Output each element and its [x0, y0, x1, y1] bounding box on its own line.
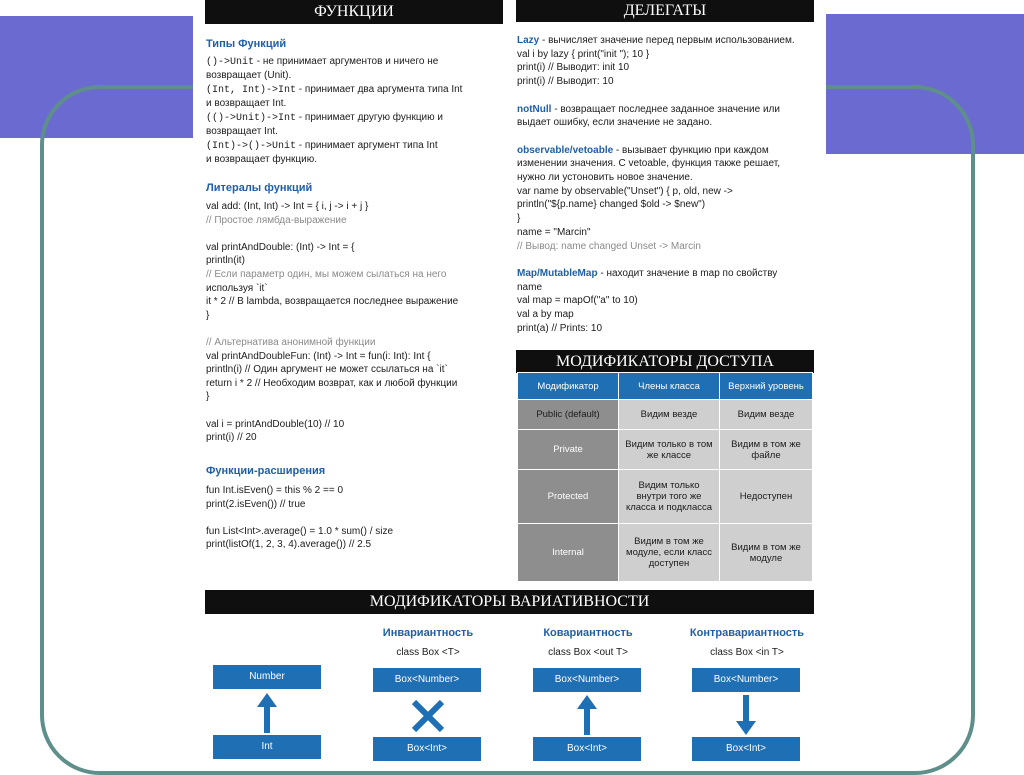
- code-line: }: [206, 391, 210, 403]
- delegate-text: изменении значения. С vetoable, функция также решает,: [517, 158, 780, 170]
- table-cell: Private: [518, 430, 619, 470]
- delegate-text: val i by lazy { print("init "); 10 }: [517, 48, 650, 60]
- function-type-code: (()->Unit)->Int: [206, 113, 297, 124]
- function-type-description: - принимает другую функцию и: [296, 112, 443, 123]
- access-modifiers-table: [517, 372, 813, 582]
- delegate-text: var name by observable("Unset") { p, old, new ->: [517, 185, 733, 197]
- delegate-line: [517, 35, 795, 46]
- delegate-line: [517, 241, 701, 252]
- delegate-line: [517, 323, 602, 334]
- table-cell: Видим в том же модуле, если класс доступен: [619, 524, 720, 582]
- delegate-text: print(i) // Выводит: 10: [517, 76, 614, 88]
- delegate-text: - вычисляет значение перед первым использованием.: [539, 35, 795, 46]
- table-row: [518, 430, 813, 470]
- code-line: // Альтернатива анонимной функции: [206, 337, 376, 348]
- code-line: val add: (Int, Int) -> Int = { i, j -> i + j }: [206, 201, 369, 212]
- delegate-line: [517, 186, 733, 197]
- table-cell: Недоступен: [720, 470, 813, 524]
- covariance-box-int: Box<Int>: [533, 737, 641, 761]
- delegate-line: [517, 282, 542, 293]
- function-type-description: - принимает аргумент типа Int: [296, 140, 438, 151]
- function-type-line: [206, 154, 317, 165]
- delegate-line: [517, 62, 629, 73]
- invariance-box-number: Box<Number>: [373, 668, 481, 692]
- delegate-line: [517, 213, 520, 224]
- delegate-text: name: [517, 281, 543, 293]
- delegate-line: [517, 309, 574, 320]
- int-box: Int: [213, 735, 321, 759]
- invariance-title: Инвариантность: [382, 627, 474, 639]
- function-type-line: [206, 140, 438, 152]
- delegate-text: - находит значение в map по свойству: [597, 267, 778, 279]
- code-line: val printAndDouble: (Int) -> Int = {: [206, 241, 355, 253]
- contravariance-box-int: Box<Int>: [692, 737, 800, 761]
- column-header: Модификатор: [518, 373, 619, 400]
- extension-functions-title: Функции-расширения: [206, 465, 326, 477]
- function-literals-title: Литералы функций: [206, 182, 313, 194]
- invariance-box-int: Box<Int>: [373, 737, 481, 761]
- delegate-text: выдает ошибку, если значение не задано.: [517, 117, 713, 129]
- code-line: it * 2 // В lambda, возвращается последнее выражение: [206, 296, 459, 308]
- code-line: return i * 2 // Необходим возврат, как и любой функции: [206, 377, 458, 389]
- delegate-name: notNull: [517, 103, 552, 115]
- table-cell: Видим только внутри того же класса и подкласса: [619, 470, 720, 524]
- delegate-text: println("${p.name} changed $old -> $new"): [517, 199, 706, 211]
- delegates-header: ДЕЛЕГАТЫ: [516, 0, 814, 22]
- table-cell: Видим в том же файле: [720, 430, 813, 470]
- code-line: // Если параметр один, мы можем сылаться на него: [206, 269, 447, 280]
- delegate-text: }: [517, 213, 521, 225]
- delegate-text: val a by map: [517, 309, 574, 320]
- arrow-up-icon: [577, 695, 597, 735]
- delegate-text: print(i) // Выводит: init 10: [517, 62, 630, 74]
- contravariance-box-number: Box<Number>: [692, 668, 800, 692]
- function-type-line: [206, 70, 291, 81]
- code-line: // Простое лямбда-выражение: [206, 214, 347, 226]
- delegate-line: [517, 117, 712, 128]
- delegate-text: print(a) // Prints: 10: [517, 322, 603, 334]
- function-type-line: [206, 84, 462, 96]
- invariance-declaration: class Box <T>: [396, 647, 460, 658]
- delegate-line: [517, 76, 614, 87]
- table-cell: Видим в том же модуле: [720, 524, 813, 582]
- delegate-name: Lazy: [517, 35, 540, 46]
- function-types-title: Типы Функций: [206, 38, 287, 50]
- delegate-line: [517, 227, 591, 238]
- code-line: fun Int.isEven() = this % 2 == 0: [206, 485, 344, 496]
- delegate-line: [517, 295, 638, 306]
- contravariance-title: Контравариантность: [689, 627, 805, 639]
- access-table-header-row: [518, 373, 813, 400]
- delegate-text: - вызывает функцию при каждом: [613, 144, 769, 156]
- code-line: val printAndDoubleFun: (Int) -> Int = fun(i: Int): Int {: [206, 350, 431, 362]
- delegate-line: [517, 158, 780, 169]
- delegate-text: val map = mapOf("a" to 10): [517, 295, 638, 307]
- table-row: [518, 470, 813, 524]
- code-line: print(i) // 20: [206, 432, 257, 444]
- table-cell: Public (default): [518, 400, 619, 430]
- table-cell: Protected: [518, 470, 619, 524]
- function-type-line: [206, 112, 443, 124]
- code-line: print(2.isEven()) // true: [206, 498, 306, 510]
- table-cell: Видим везде: [619, 400, 720, 430]
- function-type-code: ()->Unit: [206, 57, 255, 68]
- arrow-down-icon: [736, 695, 756, 735]
- code-line: }: [206, 309, 210, 321]
- table-cell: Видим везде: [720, 400, 813, 430]
- covariance-title: Ковариантность: [543, 627, 633, 639]
- code-line: fun List<Int>.average() = 1.0 * sum() / size: [206, 525, 394, 537]
- covariance-declaration: class Box <out T>: [548, 647, 628, 658]
- code-line: val i = printAndDouble(10) // 10: [206, 418, 345, 430]
- column-header: Верхний уровень: [720, 373, 813, 400]
- variance-modifiers-header: МОДИФИКАТОРЫ ВАРИАТИВНОСТИ: [205, 590, 814, 614]
- table-cell: Видим только в том же классе: [619, 430, 720, 470]
- contravariance-declaration: class Box <in T>: [710, 647, 784, 658]
- table-cell: Internal: [518, 524, 619, 582]
- delegate-line: [517, 104, 780, 115]
- delegate-name: observable/vetoable: [517, 144, 614, 156]
- code-line: print(listOf(1, 2, 3, 4).average()) // 2.5: [206, 539, 372, 551]
- delegate-name: Map/MutableMap: [517, 267, 598, 279]
- function-type-line: [206, 98, 286, 109]
- function-type-line: [206, 126, 278, 137]
- code-line: используя `it`: [206, 282, 268, 294]
- cross-icon: [410, 698, 446, 734]
- delegate-text: нужно ли устоновить новое значение.: [517, 172, 693, 183]
- delegate-text: - возвращает последнее заданное значение или: [551, 103, 780, 115]
- column-header: Члены класса: [619, 373, 720, 400]
- function-type-line: [206, 56, 438, 68]
- functions-header: ФУНКЦИИ: [205, 0, 503, 24]
- delegate-text: // Вывод: name changed Unset -> Marcin: [517, 240, 701, 252]
- code-line: println(i) // Один аргумент не может ссылаться на `it`: [206, 364, 448, 376]
- delegate-line: [517, 49, 649, 60]
- number-box: Number: [213, 665, 321, 689]
- function-type-description: - не принимает аргументов и ничего не: [254, 56, 439, 67]
- function-type-description: возвращает (Unit).: [206, 70, 292, 81]
- function-type-code: (Int)->()->Unit: [206, 141, 297, 152]
- delegate-text: name = "Marcin": [517, 226, 591, 238]
- code-line: println(it): [206, 255, 245, 267]
- function-type-description: - принимает два аргумента типа Int: [296, 84, 463, 95]
- function-type-description: и возвращает функцию.: [206, 154, 318, 165]
- access-modifiers-header: МОДИФИКАТОРЫ ДОСТУПА: [516, 350, 814, 373]
- function-type-code: (Int, Int)->Int: [206, 85, 297, 96]
- function-type-description: и возвращает Int.: [206, 98, 287, 109]
- arrow-up-icon: [257, 693, 277, 733]
- delegate-line: [517, 199, 705, 210]
- covariance-box-number: Box<Number>: [533, 668, 641, 692]
- delegate-line: [517, 145, 769, 156]
- table-row: [518, 400, 813, 430]
- function-type-description: возвращает Int.: [206, 126, 278, 137]
- delegate-line: [517, 172, 693, 183]
- table-row: [518, 524, 813, 582]
- delegate-line: [517, 268, 777, 279]
